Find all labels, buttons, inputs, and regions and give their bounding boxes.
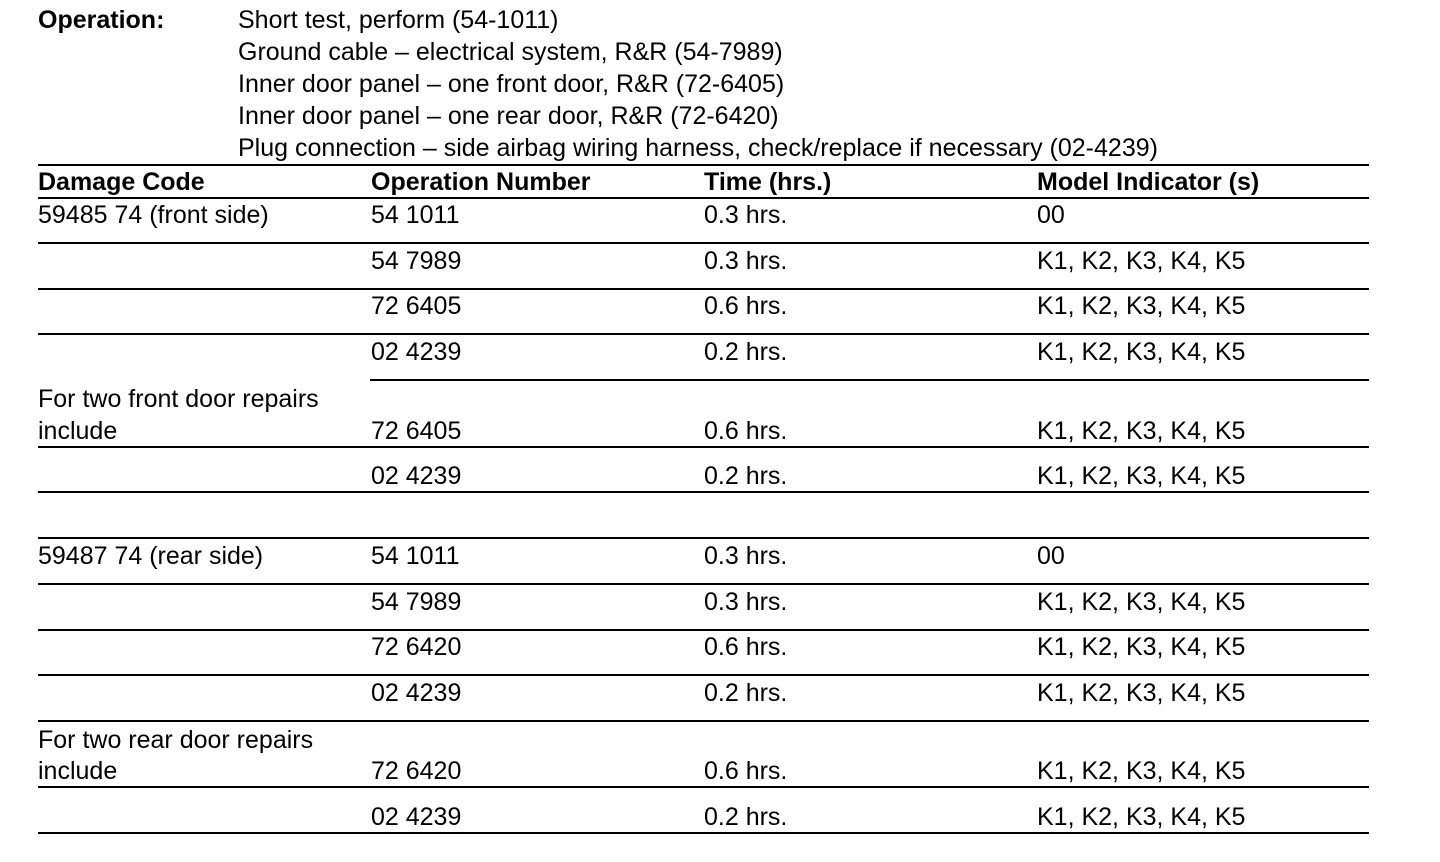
operation-line: Short test, perform (54-1011)	[238, 6, 559, 34]
operation-number-cell: 02 4239	[371, 679, 462, 707]
operation-number-cell: 54 1011	[371, 542, 460, 570]
damage-code-cell: 59487 74 (rear side)	[38, 542, 264, 570]
column-header-damage-code: Damage Code	[38, 168, 205, 196]
row-divider	[38, 832, 1369, 834]
row-divider	[370, 379, 1369, 381]
row-divider	[38, 786, 1369, 788]
model-indicator-cell: K1, K2, K3, K4, K5	[1037, 247, 1246, 275]
time-cell: 0.3 hrs.	[704, 247, 788, 275]
operation-label: Operation:	[38, 6, 165, 34]
model-indicator-cell: 00	[1037, 542, 1065, 570]
row-divider	[38, 537, 1369, 539]
time-cell: 0.3 hrs.	[704, 542, 788, 570]
time-cell: 0.6 hrs.	[704, 633, 788, 661]
row-divider	[38, 288, 1369, 290]
operation-number-cell: 02 4239	[371, 462, 462, 490]
operation-number-cell: 02 4239	[371, 803, 462, 831]
time-cell: 0.2 hrs.	[704, 338, 788, 366]
time-cell: 0.2 hrs.	[704, 462, 788, 490]
operation-line: Inner door panel – one front door, R&R (72-6405)	[238, 70, 785, 98]
group-note-cell: For two rear door repairs	[38, 726, 314, 754]
operation-number-cell: 72 6420	[371, 633, 462, 661]
operation-line: Ground cable – electrical system, R&R (54-7989)	[238, 38, 783, 66]
operation-line: Plug connection – side airbag wiring harness, check/replace if necessary (02-4239)	[238, 134, 1158, 162]
model-indicator-cell: 00	[1037, 201, 1065, 229]
model-indicator-cell: K1, K2, K3, K4, K5	[1037, 757, 1246, 785]
operation-number-cell: 54 7989	[371, 247, 462, 275]
model-indicator-cell: K1, K2, K3, K4, K5	[1037, 633, 1246, 661]
row-divider	[38, 720, 1369, 722]
model-indicator-cell: K1, K2, K3, K4, K5	[1037, 338, 1246, 366]
row-divider	[38, 333, 1369, 335]
group-note-cell: include	[38, 757, 118, 785]
model-indicator-cell: K1, K2, K3, K4, K5	[1037, 462, 1246, 490]
model-indicator-cell: K1, K2, K3, K4, K5	[1037, 679, 1246, 707]
operation-line: Inner door panel – one rear door, R&R (72-6420)	[238, 102, 779, 130]
time-cell: 0.2 hrs.	[704, 803, 788, 831]
group-note-cell: For two front door repairs	[38, 385, 319, 413]
row-divider	[38, 629, 1369, 631]
time-cell: 0.6 hrs.	[704, 417, 788, 445]
operation-number-cell: 54 7989	[371, 588, 462, 616]
group-note-cell: include	[38, 417, 118, 445]
operation-number-cell: 54 1011	[371, 201, 460, 229]
time-cell: 0.6 hrs.	[704, 292, 788, 320]
time-cell: 0.3 hrs.	[704, 588, 788, 616]
divider	[38, 164, 1369, 166]
row-divider	[38, 491, 1369, 493]
operation-number-cell: 72 6420	[371, 757, 462, 785]
column-header-model-indicator: Model Indicator (s)	[1037, 168, 1260, 196]
divider	[38, 197, 1369, 199]
row-divider	[38, 674, 1369, 676]
model-indicator-cell: K1, K2, K3, K4, K5	[1037, 803, 1246, 831]
damage-code-cell: 59485 74 (front side)	[38, 201, 269, 229]
column-header-operation-number: Operation Number	[371, 168, 591, 196]
column-header-time: Time (hrs.)	[704, 168, 832, 196]
row-divider	[38, 242, 1369, 244]
time-cell: 0.6 hrs.	[704, 757, 788, 785]
time-cell: 0.3 hrs.	[704, 201, 788, 229]
operation-number-cell: 72 6405	[371, 292, 462, 320]
operation-number-cell: 72 6405	[371, 417, 462, 445]
model-indicator-cell: K1, K2, K3, K4, K5	[1037, 588, 1246, 616]
row-divider	[38, 583, 1369, 585]
model-indicator-cell: K1, K2, K3, K4, K5	[1037, 417, 1246, 445]
model-indicator-cell: K1, K2, K3, K4, K5	[1037, 292, 1246, 320]
time-cell: 0.2 hrs.	[704, 679, 788, 707]
row-divider	[38, 446, 1369, 448]
operation-number-cell: 02 4239	[371, 338, 462, 366]
